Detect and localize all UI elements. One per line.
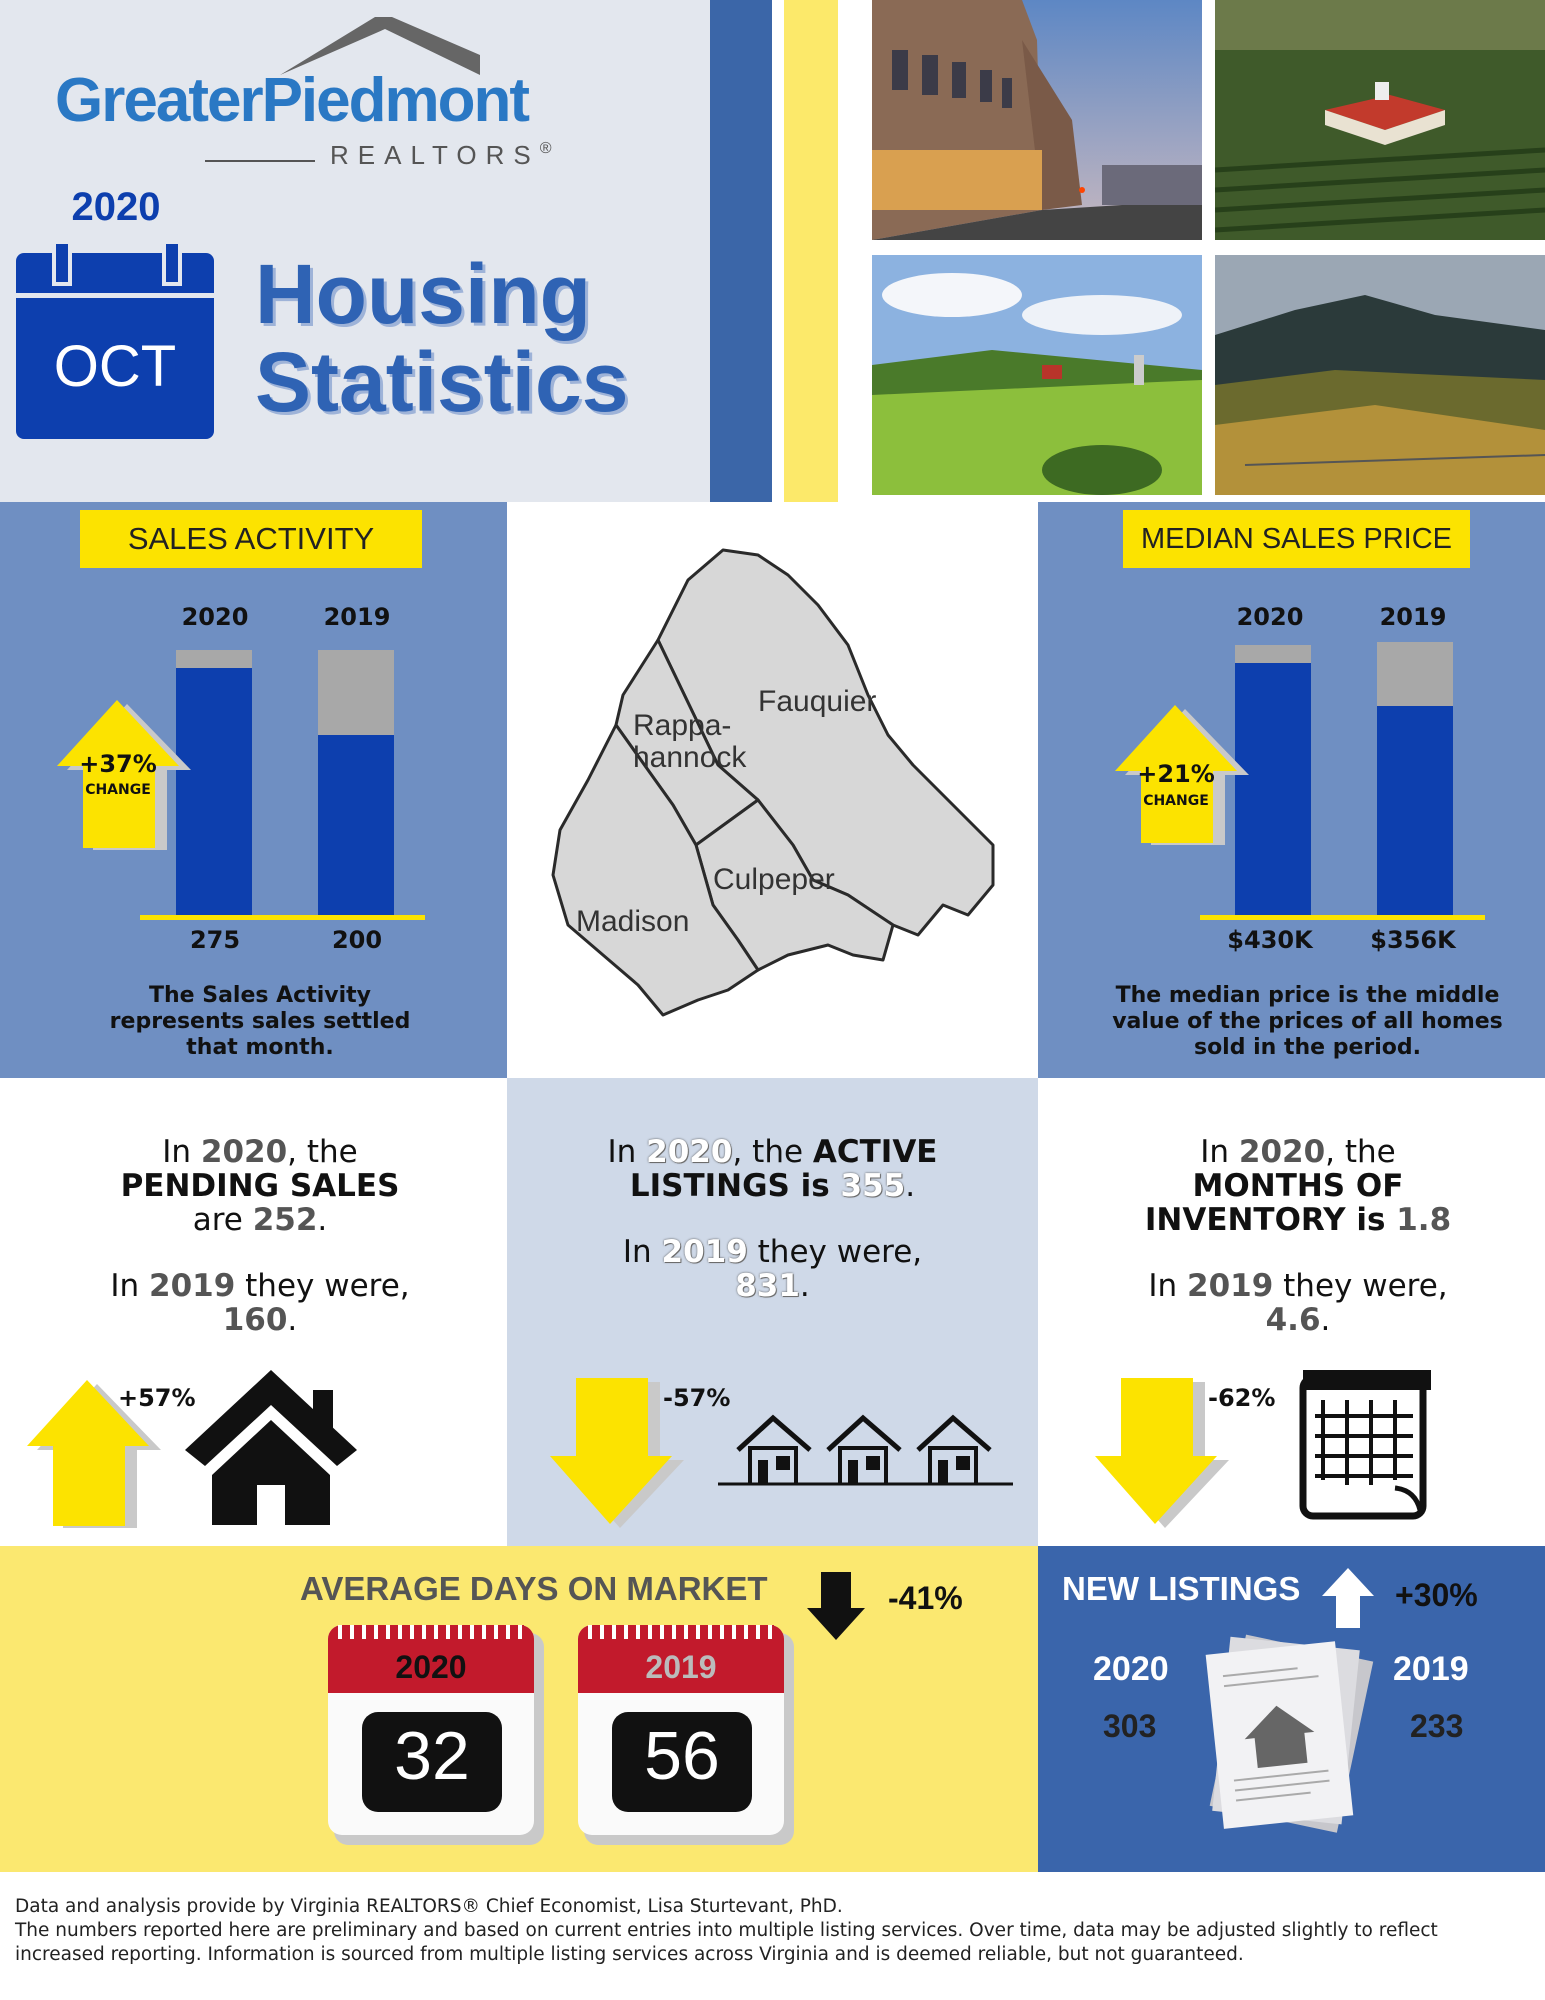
page-title: Housing Statistics bbox=[255, 247, 629, 429]
logo-rule bbox=[205, 160, 315, 162]
calendar-year: 2020 bbox=[71, 185, 161, 229]
inventory-change: -62% bbox=[1208, 1384, 1276, 1412]
dom-label: AVERAGE DAYS ON MARKET bbox=[300, 1570, 768, 1607]
footer-disclaimer: The numbers reported here are preliminary and based on current entries into multiple listing services. Over time, data may be adjusted slightly to reflect increased reporting. Information is sourced from multiple listing services across Virginia and is deemed reliable, but not guaranteed. bbox=[15, 1920, 1438, 1965]
up-arrow-icon bbox=[1320, 1568, 1376, 1628]
median-price-label: MEDIAN SALES PRICE bbox=[1123, 510, 1470, 568]
new-listings-value-2020: 303 bbox=[1103, 1708, 1157, 1744]
new-listings-year-2020: 2020 bbox=[1093, 1650, 1169, 1688]
dom-change: -41% bbox=[888, 1580, 963, 1616]
up-arrow-icon bbox=[1113, 705, 1253, 855]
active-change: -57% bbox=[663, 1384, 731, 1412]
new-listings-year-2019: 2019 bbox=[1393, 1650, 1469, 1688]
logo bbox=[55, 15, 575, 170]
dom-value-2020: 32 bbox=[394, 1718, 470, 1794]
median-change: +21% bbox=[1137, 760, 1215, 788]
documents-icon bbox=[1185, 1625, 1385, 1855]
map-label-rappahannock: Rappa- hannock bbox=[633, 709, 747, 774]
dom-year-2019: 2019 bbox=[645, 1649, 717, 1685]
median-year-2019: 2019 bbox=[1379, 603, 1447, 631]
inventory-block: In 2020, the MONTHS OF INVENTORY is 1.8 In 2019 they were, 4.6. bbox=[1144, 1134, 1452, 1338]
dom-calendar-2020 bbox=[328, 1625, 538, 1840]
footer-credit: Data and analysis provide by Virginia REALTORS® Chief Economist, Lisa Sturtevant, PhD. bbox=[15, 1896, 843, 1917]
median-bar-2019 bbox=[1377, 706, 1453, 915]
sales-year-2020: 2020 bbox=[181, 603, 249, 631]
median-value-2020: $430K bbox=[1227, 926, 1313, 954]
sales-baseline bbox=[140, 915, 425, 920]
sales-change-word: CHANGE bbox=[85, 782, 151, 798]
dom-calendar-2019 bbox=[578, 1625, 788, 1840]
yellow-stripe bbox=[784, 0, 838, 502]
photo-town-street bbox=[872, 0, 1202, 240]
dom-year-2020: 2020 bbox=[395, 1649, 467, 1685]
new-listings-value-2019: 233 bbox=[1410, 1708, 1464, 1744]
map-label-madison: Madison bbox=[576, 905, 690, 938]
footer bbox=[15, 1895, 1530, 1967]
up-arrow-icon bbox=[55, 700, 195, 850]
houses-icon bbox=[718, 1410, 1013, 1490]
sales-change: +37% bbox=[79, 750, 157, 778]
county-map bbox=[548, 545, 998, 1025]
pending-change: +57% bbox=[118, 1384, 196, 1412]
photo-farm-aerial bbox=[1215, 0, 1545, 240]
new-listings-change: +30% bbox=[1395, 1577, 1478, 1613]
new-listings-label: NEW LISTINGS bbox=[1062, 1570, 1301, 1607]
map-label-culpeper: Culpeper bbox=[713, 863, 835, 896]
photo-mountains bbox=[1215, 255, 1545, 495]
brand-sub: REALTORS® bbox=[330, 140, 552, 170]
median-year-2020: 2020 bbox=[1236, 603, 1304, 631]
map-label-fauquier: Fauquier bbox=[758, 685, 877, 718]
median-baseline bbox=[1200, 915, 1485, 920]
calendar-grid-icon bbox=[1295, 1370, 1435, 1520]
house-icon bbox=[185, 1370, 357, 1525]
calendar-month: OCT bbox=[53, 334, 177, 399]
sales-value-2019: 200 bbox=[331, 926, 383, 954]
brand-name: GreaterPiedmont bbox=[55, 66, 529, 135]
photo-valley-farm bbox=[872, 255, 1202, 495]
median-value-2019: $356K bbox=[1370, 926, 1456, 954]
median-change-word: CHANGE bbox=[1143, 793, 1209, 809]
active-listings-block: In 2020, the ACTIVE LISTINGS is 355. In 2019 they were, 831. bbox=[607, 1134, 938, 1304]
pending-sales-block: In 2020, the PENDING SALES are 252. In 2019 they were, 160. bbox=[110, 1134, 410, 1338]
down-arrow-icon bbox=[805, 1572, 867, 1642]
calendar-icon bbox=[16, 185, 214, 440]
sales-activity-label: SALES ACTIVITY bbox=[80, 510, 422, 568]
sales-bar-2019 bbox=[318, 735, 394, 915]
sales-year-2019: 2019 bbox=[323, 603, 391, 631]
sales-caption: The Sales Activity represents sales settled that month. bbox=[109, 983, 411, 1060]
median-caption: The median price is the middle value of the prices of all homes sold in the period. bbox=[1112, 983, 1503, 1060]
sales-value-2020: 275 bbox=[189, 926, 241, 954]
dom-value-2019: 56 bbox=[644, 1718, 720, 1794]
